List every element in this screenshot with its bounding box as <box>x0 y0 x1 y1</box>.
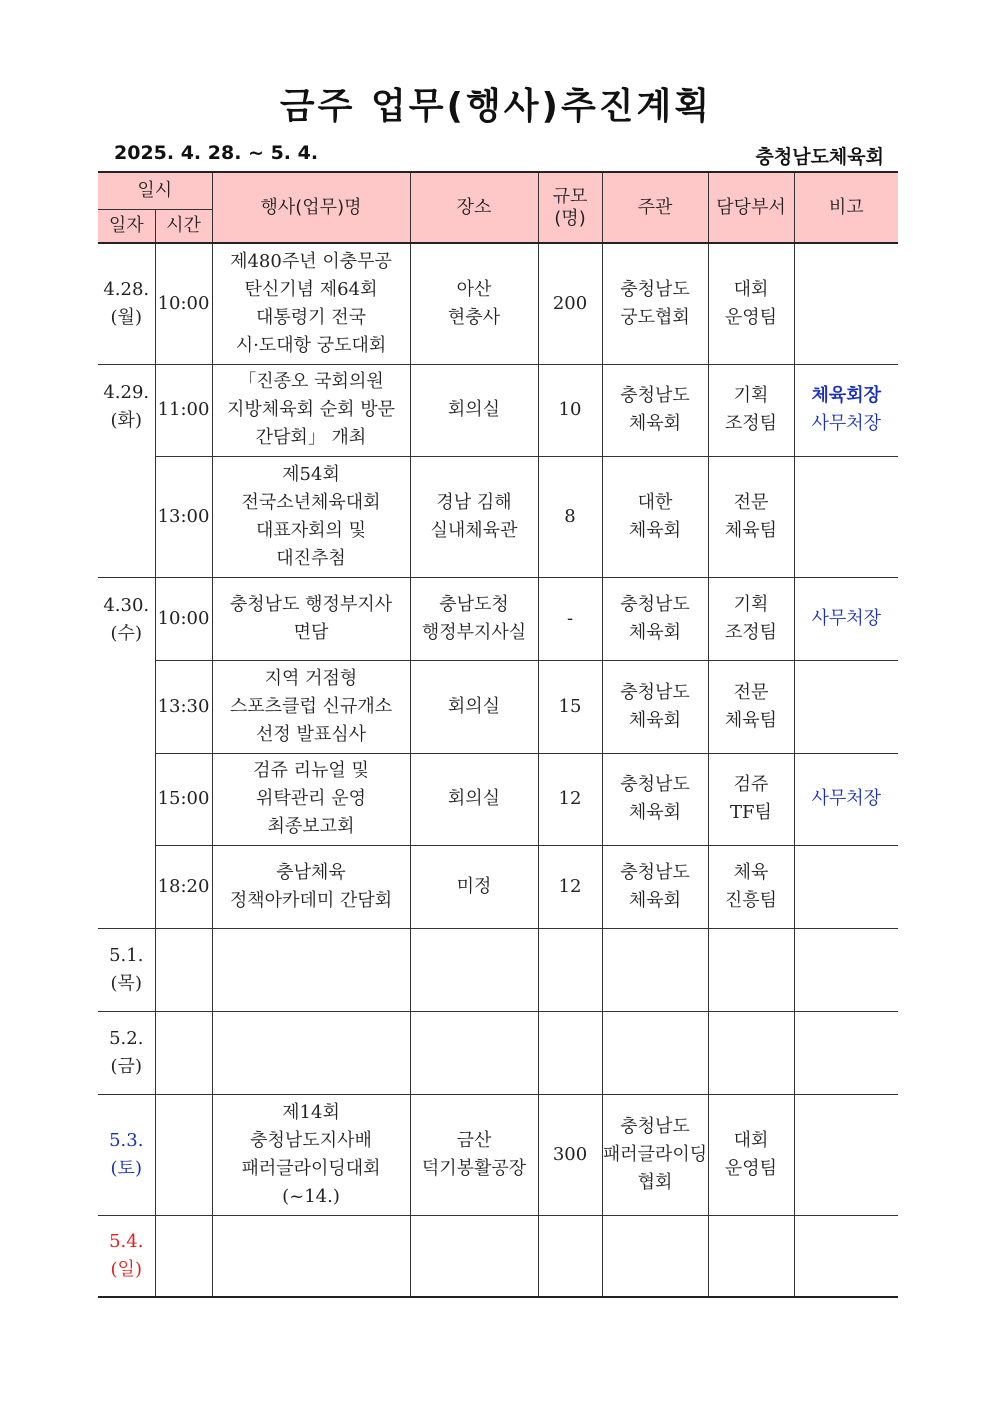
empty-cell <box>410 1011 538 1094</box>
date-cell <box>98 1011 155 1094</box>
dept-cell <box>708 364 794 456</box>
dept-cell-line: 전문 <box>733 681 769 703</box>
place-cell-line: 현충사 <box>447 306 501 328</box>
dept-cell-line: TF팀 <box>730 802 772 823</box>
event-name-cell-line: 정책아카데미 간담회 <box>229 889 393 911</box>
empty-cell <box>602 1215 708 1297</box>
dept-cell-line: 검쥬 <box>733 774 769 795</box>
weekday-value: (월) <box>110 306 142 328</box>
dept-cell <box>708 456 794 577</box>
note-cell-line: 사무처장 <box>811 788 882 809</box>
header-dept: 담당부서 <box>708 172 794 243</box>
event-name-cell-line: 위탁관리 운영 <box>255 788 367 809</box>
place-cell-line: 행정부지사실 <box>421 621 527 643</box>
table-row <box>98 364 898 456</box>
place-cell <box>410 1094 538 1215</box>
host-cell-line: 체육회 <box>628 889 682 911</box>
host-cell-line: 충청남도 <box>620 861 690 883</box>
host-cell <box>602 845 708 928</box>
empty-cell <box>708 1215 794 1297</box>
event-name-cell-line: 선정 발표심사 <box>255 723 367 745</box>
empty-cell <box>155 1011 212 1094</box>
event-name-cell <box>212 845 410 928</box>
note-cell <box>794 660 898 753</box>
dept-cell-line: 진흥팀 <box>724 889 778 911</box>
date-cell <box>98 364 155 577</box>
table-row <box>98 845 898 928</box>
dept-cell-line: 체육팀 <box>724 709 778 731</box>
host-cell-line: 체육회 <box>628 519 682 541</box>
date-cell <box>98 243 155 364</box>
event-name-cell-line: 충남체육 <box>276 861 346 883</box>
host-cell-line: 체육회 <box>628 413 682 434</box>
header-place: 장소 <box>410 172 538 243</box>
page-title: 금주 업무(행사)추진계획 <box>279 86 713 127</box>
event-name-cell-line: 충청남도 행정부지사 <box>229 593 393 615</box>
empty-cell <box>794 1215 898 1297</box>
event-name-cell-line: 시·도대항 궁도대회 <box>235 334 387 356</box>
header-event: 행사(업무)명 <box>212 172 410 243</box>
note-cell <box>794 243 898 364</box>
header-note: 비고 <box>794 172 898 243</box>
dept-cell <box>708 753 794 845</box>
event-name-cell <box>212 753 410 845</box>
table-row <box>98 1215 898 1297</box>
event-name-cell <box>212 456 410 577</box>
weekday-value: (수) <box>110 622 142 644</box>
place-cell-line: 아산 <box>456 278 492 300</box>
empty-cell <box>794 1011 898 1094</box>
host-cell <box>602 1094 708 1215</box>
time-cell: 10:00 <box>155 243 212 364</box>
header-date: 일자 <box>98 209 155 243</box>
host-cell-line: 충청남도 <box>620 774 690 795</box>
event-name-cell-line: 대표자회의 및 <box>255 519 367 541</box>
empty-cell <box>602 1011 708 1094</box>
host-cell <box>602 364 708 456</box>
host-cell-line: 패러글라이딩 <box>602 1143 708 1165</box>
event-name-cell-line: 「진종오 국회의원 <box>238 371 384 392</box>
scale-cell: 12 <box>538 845 602 928</box>
host-cell-line: 협회 <box>637 1171 673 1193</box>
scale-cell: 15 <box>538 660 602 753</box>
event-name-cell-line: 충청남도지사배 <box>250 1129 372 1151</box>
event-name-cell-line: 패러글라이딩대회 <box>241 1157 381 1179</box>
date-value: 4.29. <box>103 381 150 403</box>
host-cell-line: 충청남도 <box>620 1115 690 1137</box>
place-cell-line: 금산 <box>456 1129 492 1151</box>
scale-cell: 12 <box>538 753 602 845</box>
empty-cell <box>212 928 410 1011</box>
empty-cell <box>155 1215 212 1297</box>
event-name-cell-line: 지역 거점형 <box>264 667 358 689</box>
place-cell-line: 회의실 <box>447 399 501 420</box>
event-name-cell-line: 제480주년 이충무공 <box>230 250 392 272</box>
dept-cell-line: 체육 <box>733 861 769 883</box>
scale-cell: 300 <box>538 1094 602 1215</box>
place-cell-line: 회의실 <box>447 788 501 809</box>
date-value: 5.2. <box>109 1027 144 1049</box>
weekday-value: (일) <box>110 1258 142 1280</box>
weekday-value: (목) <box>110 972 142 994</box>
event-name-cell <box>212 1094 410 1215</box>
event-name-cell-line: (~14.) <box>282 1185 340 1207</box>
place-cell-line: 미정 <box>456 875 492 897</box>
place-cell-line: 경남 김해 <box>436 491 512 513</box>
place-cell-line: 충남도청 <box>439 593 509 615</box>
table-row <box>98 1011 898 1094</box>
weekday-value: (토) <box>110 1157 142 1179</box>
place-cell <box>410 660 538 753</box>
dept-cell-line: 조정팀 <box>724 413 778 434</box>
empty-cell <box>155 928 212 1011</box>
organization-name: 충청남도체육회 <box>755 146 884 168</box>
host-cell <box>602 660 708 753</box>
dept-cell-line: 조정팀 <box>724 621 778 643</box>
place-cell <box>410 456 538 577</box>
host-cell <box>602 753 708 845</box>
weekday-value: (화) <box>110 409 142 431</box>
dept-cell-line: 기획 <box>733 385 769 406</box>
host-cell-line: 충청남도 <box>620 385 690 406</box>
dept-cell-line: 대회 <box>733 278 769 300</box>
event-name-cell-line: 제54회 <box>282 463 340 485</box>
schedule-table <box>98 171 898 1298</box>
host-cell-line: 충청남도 <box>620 681 690 703</box>
place-cell-line: 실내체육관 <box>430 519 518 541</box>
event-name-cell-line: 제14회 <box>282 1101 340 1123</box>
place-cell <box>410 243 538 364</box>
host-cell-line: 체육회 <box>628 709 682 731</box>
event-name-cell-line: 스포츠클럽 신규개소 <box>229 695 393 717</box>
table-row <box>98 753 898 845</box>
time-cell <box>155 1094 212 1215</box>
time-cell: 13:00 <box>155 456 212 577</box>
empty-cell <box>410 1215 538 1297</box>
table-row <box>98 660 898 753</box>
note-cell-line: 사무처장 <box>811 607 882 629</box>
note-cell <box>794 577 898 660</box>
period-range: 2025. 4. 28. ~ 5. 4. <box>114 142 319 164</box>
note-cell <box>794 456 898 577</box>
event-name-cell-line: 대통령기 전국 <box>255 306 367 328</box>
header-datetime: 일시 <box>98 172 212 209</box>
empty-cell <box>794 928 898 1011</box>
table-row <box>98 456 898 577</box>
date-value: 4.30. <box>103 594 150 616</box>
event-name-cell-line: 간담회」 개최 <box>255 427 367 448</box>
note-cell-line: 사무처장 <box>811 413 882 434</box>
header-scale-line2: (명) <box>554 207 586 229</box>
dept-cell-line: 운영팀 <box>724 306 778 328</box>
note-cell-line: 체육회장 <box>811 385 882 406</box>
event-name-cell-line: 대진추첨 <box>276 547 346 569</box>
event-name-cell <box>212 243 410 364</box>
place-cell <box>410 577 538 660</box>
time-cell: 13:30 <box>155 660 212 753</box>
dept-cell <box>708 845 794 928</box>
note-cell <box>794 845 898 928</box>
empty-cell <box>708 1011 794 1094</box>
event-name-cell-line: 탄신기념 제64회 <box>244 278 378 300</box>
empty-cell <box>602 928 708 1011</box>
event-name-cell <box>212 660 410 753</box>
scale-cell: - <box>538 577 602 660</box>
dept-cell-line: 전문 <box>733 491 769 513</box>
host-cell <box>602 577 708 660</box>
time-cell: 15:00 <box>155 753 212 845</box>
event-name-cell <box>212 577 410 660</box>
dept-cell <box>708 660 794 753</box>
dept-cell-line: 대회 <box>733 1129 769 1151</box>
date-value: 5.3. <box>109 1129 144 1151</box>
table-row <box>98 577 898 660</box>
time-cell: 10:00 <box>155 577 212 660</box>
header-host: 주관 <box>602 172 708 243</box>
host-cell-line: 체육회 <box>628 621 682 643</box>
dept-cell-line: 체육팀 <box>724 519 778 541</box>
place-cell-line: 회의실 <box>447 695 501 717</box>
date-cell <box>98 1215 155 1297</box>
empty-cell <box>410 928 538 1011</box>
date-value: 5.4. <box>109 1230 144 1252</box>
empty-cell <box>538 1011 602 1094</box>
event-name-cell-line: 최종보고회 <box>267 816 355 837</box>
empty-cell <box>538 928 602 1011</box>
place-cell <box>410 753 538 845</box>
dept-cell <box>708 577 794 660</box>
host-cell <box>602 243 708 364</box>
weekday-value: (금) <box>110 1055 142 1077</box>
host-cell-line: 궁도협회 <box>620 306 690 328</box>
dept-cell <box>708 1094 794 1215</box>
header-time: 시간 <box>155 209 212 243</box>
place-cell <box>410 364 538 456</box>
dept-cell-line: 기획 <box>733 593 769 615</box>
date-cell <box>98 1094 155 1215</box>
time-cell: 11:00 <box>155 364 212 456</box>
place-cell-line: 덕기봉활공장 <box>421 1157 527 1179</box>
empty-cell <box>212 1011 410 1094</box>
event-name-cell-line: 검쥬 리뉴얼 및 <box>253 760 369 781</box>
event-name-cell-line: 지방체육회 순회 방문 <box>227 399 395 420</box>
host-cell <box>602 456 708 577</box>
scale-cell: 10 <box>538 364 602 456</box>
note-cell <box>794 1094 898 1215</box>
date-cell <box>98 577 155 928</box>
host-cell-line: 충청남도 <box>620 593 690 615</box>
header-scale <box>538 172 602 243</box>
empty-cell <box>538 1215 602 1297</box>
date-cell <box>98 928 155 1011</box>
dept-cell <box>708 243 794 364</box>
scale-cell: 8 <box>538 456 602 577</box>
event-name-cell-line: 면담 <box>293 621 329 643</box>
time-cell: 18:20 <box>155 845 212 928</box>
host-cell-line: 체육회 <box>628 802 682 823</box>
date-value: 5.1. <box>109 944 144 966</box>
note-cell <box>794 753 898 845</box>
host-cell-line: 충청남도 <box>620 278 690 300</box>
empty-cell <box>708 928 794 1011</box>
dept-cell-line: 운영팀 <box>724 1157 778 1179</box>
place-cell <box>410 845 538 928</box>
event-name-cell-line: 전국소년체육대회 <box>241 491 381 513</box>
host-cell-line: 대한 <box>637 491 673 513</box>
table-row <box>98 1094 898 1215</box>
header-scale-line1: 규모 <box>552 185 588 207</box>
schedule-body <box>98 243 898 1297</box>
table-row <box>98 243 898 364</box>
date-value: 4.28. <box>103 278 150 300</box>
empty-cell <box>212 1215 410 1297</box>
event-name-cell <box>212 364 410 456</box>
scale-cell: 200 <box>538 243 602 364</box>
note-cell <box>794 364 898 456</box>
table-row <box>98 928 898 1011</box>
